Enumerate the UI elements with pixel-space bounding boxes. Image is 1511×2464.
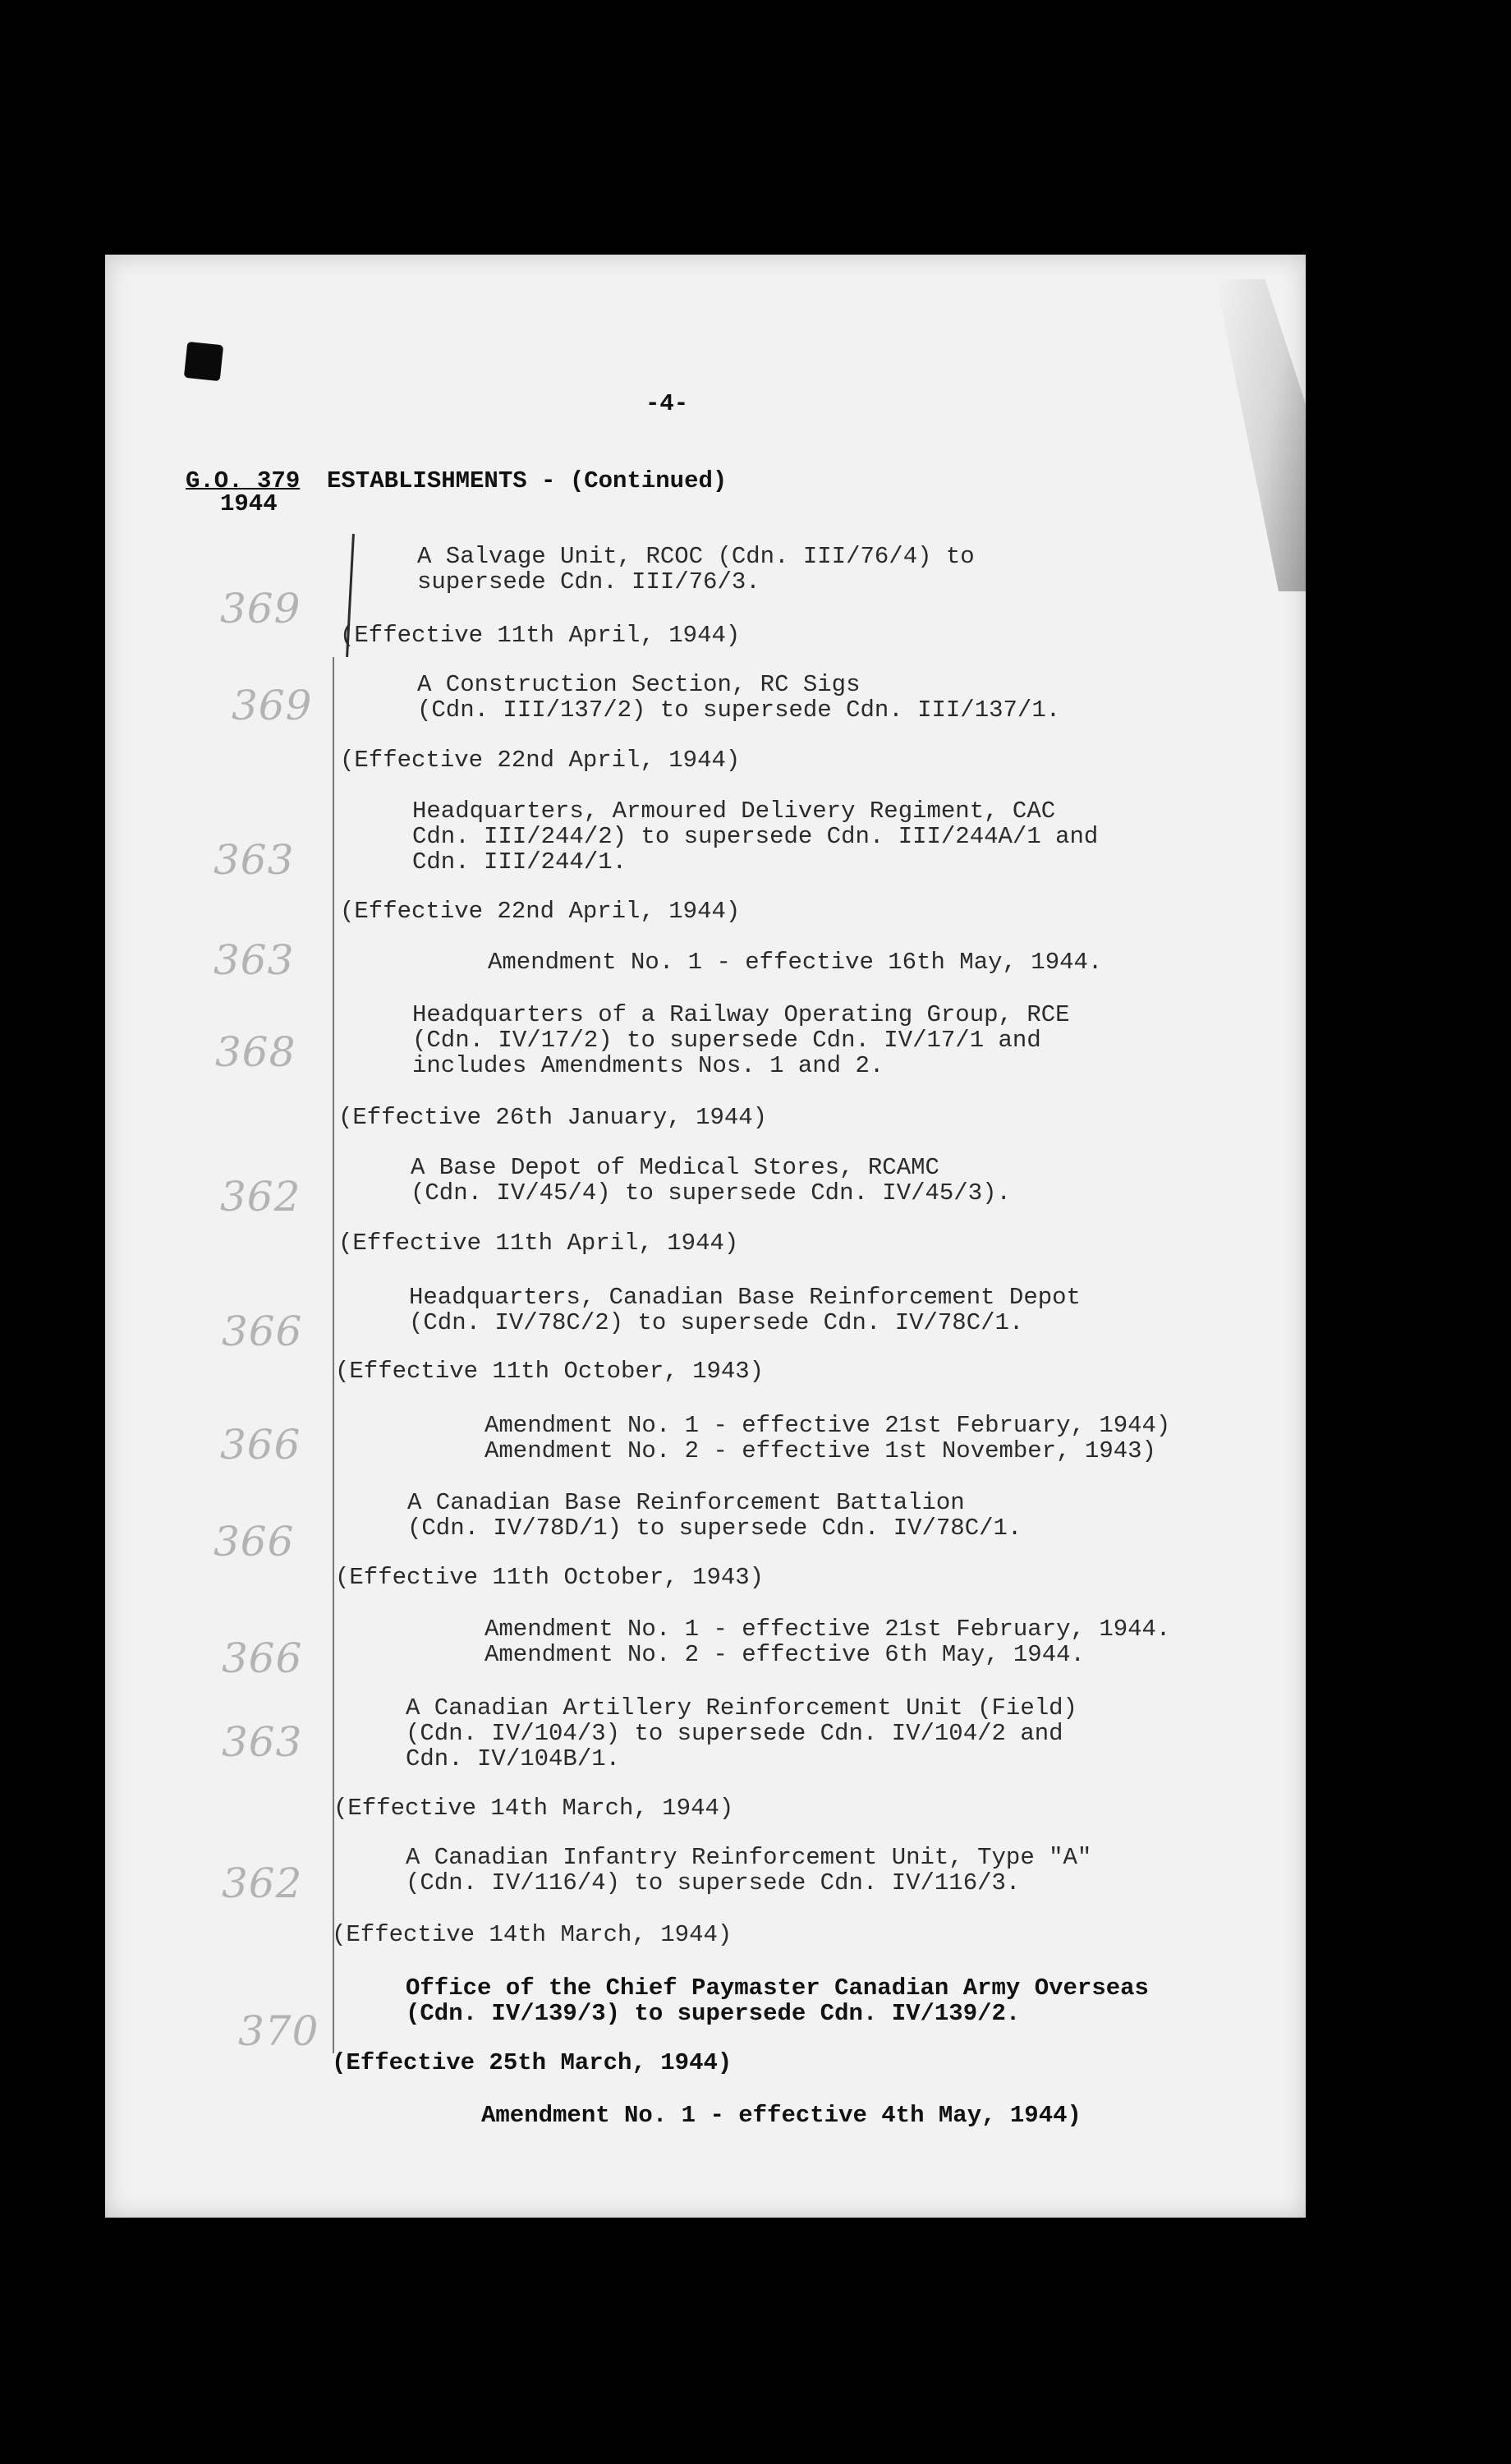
entry-line: (Cdn. IV/17/2) to supersede Cdn. IV/17/1 and xyxy=(412,1027,1041,1054)
entry-line: includes Amendments Nos. 1 and 2. xyxy=(412,1052,884,1079)
page-number: -4- xyxy=(645,390,689,417)
margin-note: 366 xyxy=(222,1634,303,1682)
entry-line: A Canadian Artillery Reinforcement Unit (Field) xyxy=(406,1694,1077,1722)
effective-date: (Effective 14th March, 1944) xyxy=(332,1921,733,1948)
margin-note: 369 xyxy=(220,585,301,632)
margin-note: 370 xyxy=(238,2007,319,2055)
entry-line: supersede Cdn. III/76/3. xyxy=(417,568,760,595)
entry-line: Office of the Chief Paymaster Canadian Army Overseas xyxy=(406,1974,1149,2002)
effective-date: (Effective 11th October, 1943) xyxy=(335,1564,765,1591)
margin-note: 366 xyxy=(222,1308,303,1355)
go-label: G.O. 379 xyxy=(186,467,301,494)
entry-line: Headquarters of a Railway Operating Group, RCE xyxy=(412,1001,1070,1028)
entry-line: (Cdn. IV/104/3) to supersede Cdn. IV/104/2 and xyxy=(406,1720,1063,1747)
amendment-line: Amendment No. 1 - effective 21st February, 1944) xyxy=(485,1412,1171,1439)
margin-note: 366 xyxy=(214,1518,295,1565)
margin-note: 366 xyxy=(220,1421,301,1469)
amendment-line: Amendment No. 1 - effective 4th May, 1944) xyxy=(481,2102,1082,2129)
effective-date: (Effective 25th March, 1944) xyxy=(332,2049,733,2076)
margin-note: 363 xyxy=(214,936,295,984)
entry-line: Headquarters, Canadian Base Reinforcement Depot xyxy=(409,1284,1081,1311)
entry-line: Cdn. III/244/2) to supersede Cdn. III/244A/1 and xyxy=(412,823,1099,850)
entry-line: A Canadian Base Reinforcement Battalion xyxy=(407,1489,965,1516)
entry-line: A Salvage Unit, RCOC (Cdn. III/76/4) to xyxy=(417,543,975,570)
margin-note: 368 xyxy=(215,1028,296,1076)
entry-line: (Cdn. IV/78C/2) to supersede Cdn. IV/78C/1. xyxy=(409,1309,1024,1336)
entry-line: Cdn. IV/104B/1. xyxy=(406,1745,621,1772)
amendment-line: Amendment No. 1 - effective 16th May, 1944. xyxy=(488,949,1103,976)
margin-note: 363 xyxy=(214,836,295,884)
entry-line: A Base Depot of Medical Stores, RCAMC xyxy=(411,1154,939,1181)
section-title: ESTABLISHMENTS - (Continued) xyxy=(327,467,728,494)
entry-line: (Cdn. IV/116/4) to supersede Cdn. IV/116/3. xyxy=(406,1869,1021,1896)
amendment-line: Amendment No. 1 - effective 21st February, 1944. xyxy=(485,1616,1171,1643)
effective-date: (Effective 22nd April, 1944) xyxy=(340,747,741,774)
entry-line: (Cdn. IV/139/3) to supersede Cdn. IV/139/2. xyxy=(406,2000,1021,2027)
go-year: 1944 xyxy=(220,490,278,517)
margin-note: 369 xyxy=(232,682,313,729)
margin-line-faint xyxy=(333,657,334,2053)
entry-line: A Canadian Infantry Reinforcement Unit, Type "A" xyxy=(406,1844,1092,1871)
entry-line: Cdn. III/244/1. xyxy=(412,848,627,876)
effective-date: (Effective 26th January, 1944) xyxy=(338,1104,768,1131)
folded-corner xyxy=(1215,279,1306,591)
effective-date: (Effective 11th October, 1943) xyxy=(335,1358,765,1385)
margin-note: 362 xyxy=(222,1859,303,1907)
margin-note: 363 xyxy=(222,1718,303,1766)
effective-date: (Effective 14th March, 1944) xyxy=(333,1795,734,1822)
margin-note: 362 xyxy=(220,1173,301,1221)
effective-date: (Effective 11th April, 1944) xyxy=(338,1230,739,1257)
entry-line: A Construction Section, RC Sigs xyxy=(417,671,861,698)
entry-line: (Cdn. IV/78D/1) to supersede Cdn. IV/78C/1. xyxy=(407,1515,1022,1542)
amendment-line: Amendment No. 2 - effective 6th May, 1944. xyxy=(485,1641,1085,1668)
amendment-line: Amendment No. 2 - effective 1st November, 1943) xyxy=(485,1437,1156,1464)
effective-date: (Effective 22nd April, 1944) xyxy=(340,898,741,925)
effective-date: (Effective 11th April, 1944) xyxy=(340,622,741,649)
entry-line: (Cdn. III/137/2) to supersede Cdn. III/137/1. xyxy=(417,696,1061,724)
entry-line: (Cdn. IV/45/4) to supersede Cdn. IV/45/3). xyxy=(411,1179,1011,1207)
punch-hole-icon xyxy=(184,342,223,381)
entry-line: Headquarters, Armoured Delivery Regiment, CAC xyxy=(412,798,1056,825)
